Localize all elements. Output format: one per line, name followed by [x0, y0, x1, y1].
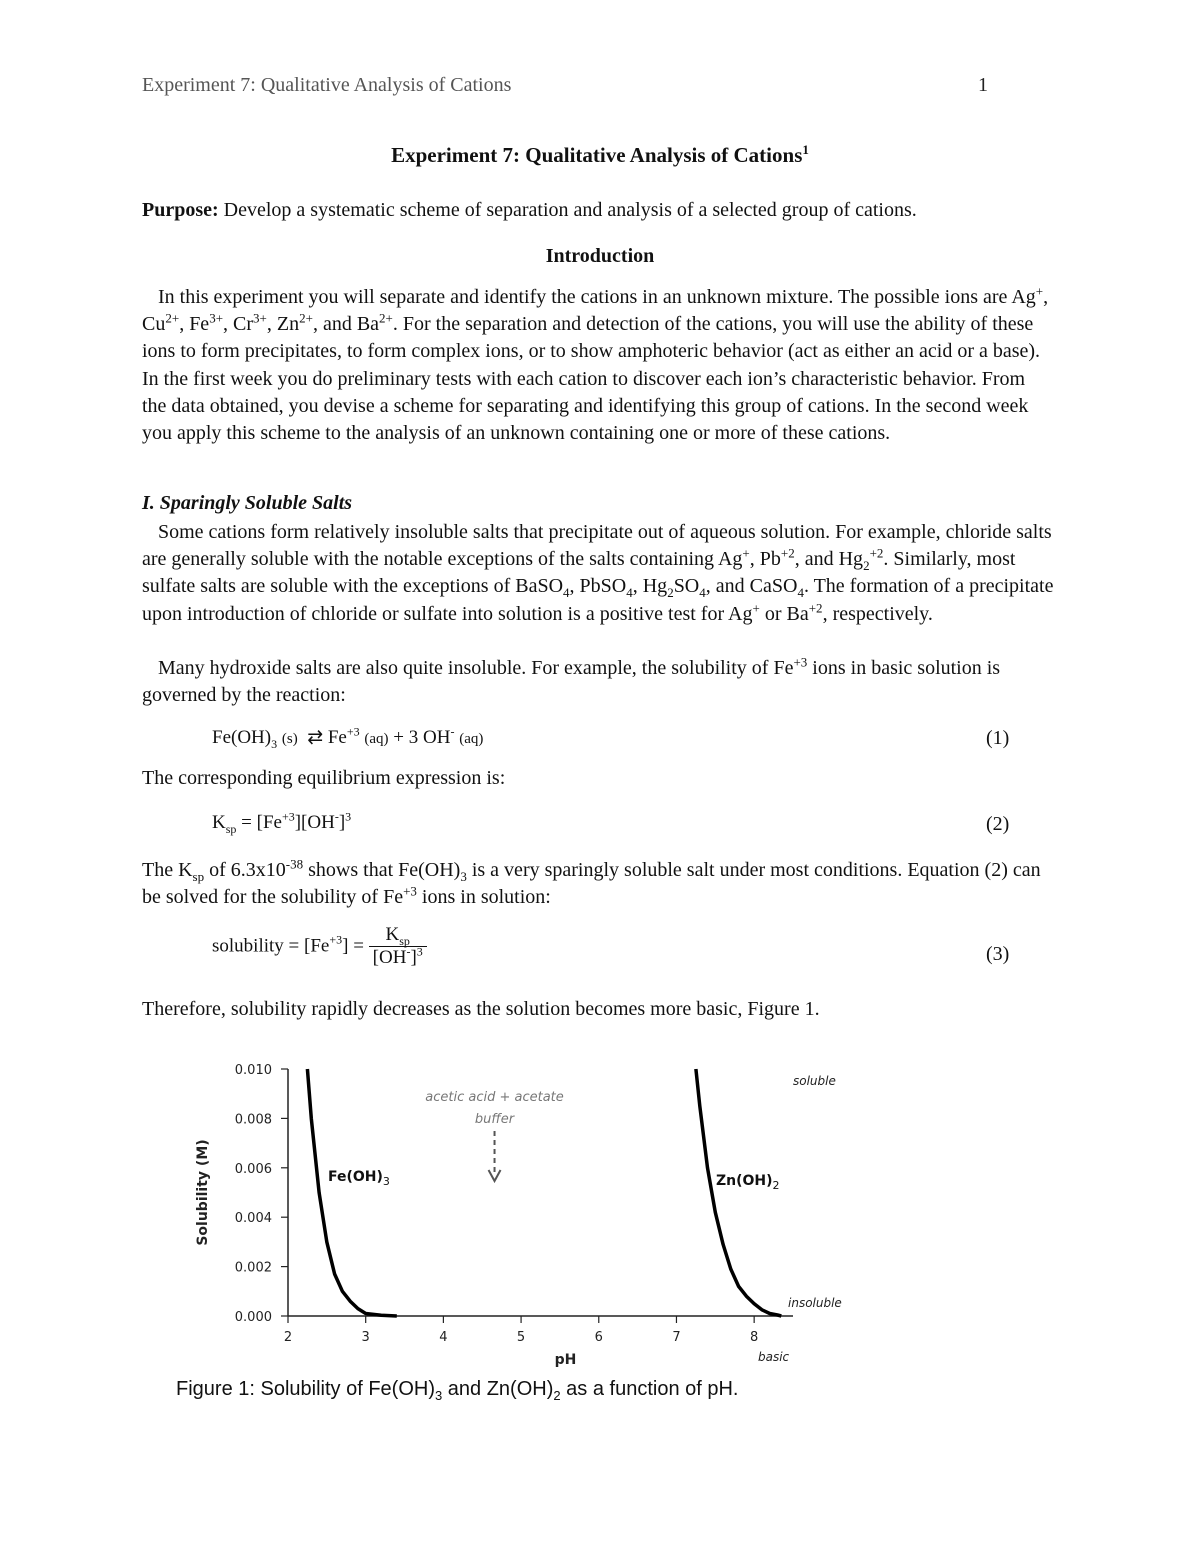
- zn-oh2-label: $Zn(OH)_2$: [716, 1173, 780, 1192]
- y-tick-label: 0.004: [234, 1211, 272, 1227]
- x-tick-label: 6: [594, 1330, 603, 1345]
- equation-3: solubility = $[Fe^{+3}]$ = $\frac{K_{sp}}{[OH^-]^3}$: [212, 924, 427, 969]
- equation-1: $Fe(OH)_3$ (s) ⇄ $Fe^{+3}$ (aq) + 3 OH- (aq): [212, 724, 484, 751]
- conclusion-line: Therefore, solubility rapidly decreases as the solution becomes more basic, Figure 1.: [142, 998, 820, 1020]
- x-tick-label: 8: [750, 1330, 759, 1345]
- purpose-line: Purpose: Develop a systematic scheme of separation and analysis of a selected group of cations.: [142, 199, 917, 221]
- salts-paragraph: Some cations form relatively insoluble salts that precipitate out of aqueous solution. For example, chloride salts are generally soluble with the notable exceptions of the salts containing Ag+, $Pb^{+2}$, and $Hg_2^{+2}$. Similarly, most sulfate salts are soluble with the exceptions of BaSO$_4$, PbSO$_4$, $Hg_2SO_4$, and CaSO$_4$. The formation of a precipitate upon introduction of chloride or sulfate into solution is a positive test for Ag+ or $Ba^{+2}$, respectively.: [142, 521, 1054, 625]
- ksp-paragraph: The $K_{sp}$ of $6.3x10^{-38}$ shows that $Fe(OH)_3$ is a very sparingly soluble salt under most conditions. Equation (2) can be solved for the solubility of $Fe^{+3}$ ions in solution:: [142, 856, 1041, 909]
- equation-2: $K_{sp} = [Fe^{+3}][OH^-]^3$: [212, 809, 352, 836]
- x-tick-label: 3: [361, 1330, 370, 1345]
- hydroxide-paragraph: Many hydroxide salts are also quite insoluble. For example, the solubility of $Fe^{+3}$ ions in basic solution is governed by the reaction:: [142, 654, 1001, 707]
- soluble-annotation: soluble: [793, 1074, 836, 1088]
- fe-oh3-curve: [307, 1069, 396, 1316]
- purpose-label: Purpose:: [142, 199, 219, 221]
- buffer-annotation-line1: acetic acid + acetate: [425, 1090, 564, 1105]
- intro-paragraph: In this experiment you will separate and identify the cations in an unknown mixture. The possible ions are Ag+, $Cu^{2+}$, $Fe^{3+}$, $Cr^{3+}$, $Zn^{2+}$, and $Ba^{2+}$. For the separation and detection of the cations, you will use the ability of these ions to form precipitates, to form complex ions, or to show amphoteric behavior (act as either an acid or a base). In the first week you do preliminary tests with each cation to discover each ion’s characteristic behavior. From the data obtained, you devise a scheme for separating and identifying this group of cations. In the second week you apply this scheme to the analysis of an unknown containing one or more of these cations.: [142, 283, 1049, 445]
- y-axis-label: Solubility (M): [195, 1139, 211, 1246]
- x-tick-label: 5: [516, 1330, 526, 1345]
- x-tick-label: 4: [439, 1330, 448, 1345]
- y-tick-label: 0.010: [234, 1063, 272, 1078]
- y-tick-label: 0.000: [234, 1310, 272, 1325]
- y-tick-label: 0.006: [234, 1161, 272, 1177]
- y-tick-label: 0.008: [234, 1112, 272, 1128]
- running-header: Experiment 7: Qualitative Analysis of Cations: [142, 74, 512, 96]
- x-tick-label: 7: [672, 1330, 681, 1345]
- equilibrium-expression-intro: The corresponding equilibrium expression is:: [142, 767, 506, 789]
- figure-1-caption: Figure 1: Solubility of $Fe(OH)_3$ and $Zn(OH)_2$ as a function of pH.: [176, 1378, 739, 1403]
- equation-3-number: (3): [986, 943, 1010, 965]
- page-number: 1: [978, 74, 988, 96]
- equation-3-fraction: $\frac{K_{sp}}{[OH^-]^3}$: [369, 924, 427, 969]
- fe-oh3-label: $Fe(OH)_3$: [328, 1169, 390, 1188]
- section-heading-sparingly-soluble: I. Sparingly Soluble Salts: [142, 492, 353, 514]
- equation-2-number: (2): [986, 813, 1010, 835]
- page-title: Experiment 7: Qualitative Analysis of Cations$^1$: [391, 142, 809, 167]
- insoluble-annotation: insoluble: [788, 1296, 842, 1310]
- equation-1-number: (1): [986, 727, 1010, 749]
- figure-1-chart: [0, 1040, 1200, 1380]
- y-tick-label: 0.002: [234, 1260, 272, 1276]
- x-tick-label: 2: [283, 1330, 293, 1345]
- title-footnote-mark: 1: [802, 142, 809, 157]
- x-axis-label: pH: [554, 1352, 577, 1368]
- buffer-annotation-line2: buffer: [474, 1112, 515, 1127]
- basic-annotation: basic: [758, 1350, 790, 1364]
- zn-oh2-curve: [696, 1069, 781, 1316]
- intro-heading: Introduction: [545, 245, 655, 267]
